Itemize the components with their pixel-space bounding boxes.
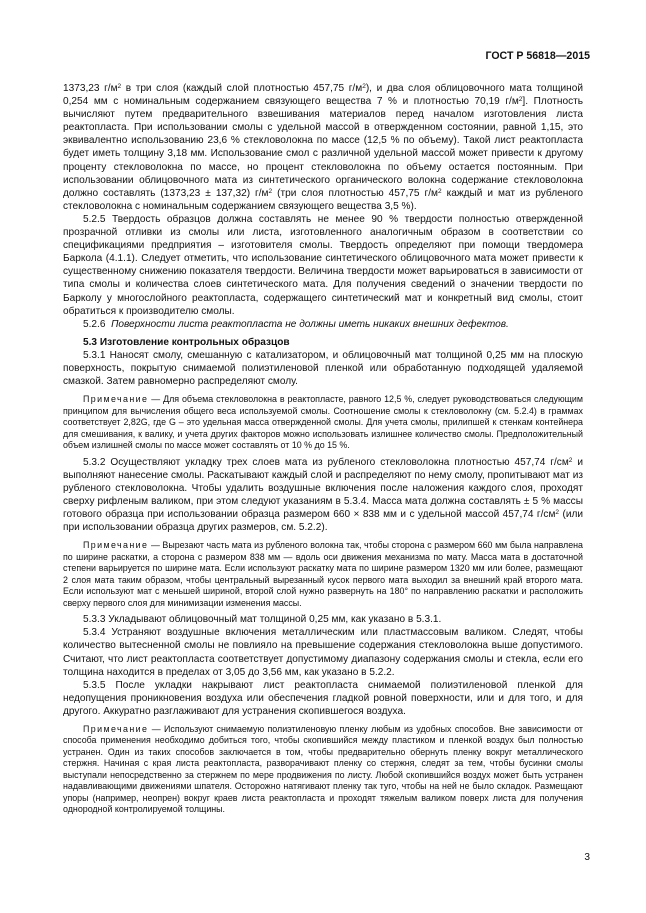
paragraph-5-3-3: 5.3.3 Укладывают облицовочный мат толщиной 0,25 мм, как указано в 5.3.1. bbox=[83, 614, 442, 626]
section-5-3-title: 5.3 Изготовление контрольных образцов bbox=[83, 336, 290, 348]
note-3: Примечание — Используют снимаемую полиэтиленовую пленку любым из удобных способов. Вне зависимости от способа применения необходимо добиться того, чтобы скопившийся между пластиком и пленкой воздух был полностью устранен. Один из таких способов заключается в том, чтобы предварительно обернуть пленку вокруг металлического стержня. Начиная с края листа реактопласта, разворачивают пленку со стержня, следят за тем, чтобы бусинки смолы выступали непосредственно за стержнем по мере продвижения по листу. Любой скопившийся воздух может быть устранен надавливающими движениями шпателя. Осторожно натягивают пленку так туго, чтобы на ней не было складок. Размещают упоры (например, неопрен) вокруг краев листа реактопласта и проходят тяжелым валиком поверх листа для получения однородной контролируемой толщины. bbox=[63, 723, 583, 815]
document-body bbox=[63, 82, 583, 820]
paragraph-5-2-6: 5.2.6 Поверхности листа реактопласта не должны иметь никаких внешних дефектов. bbox=[83, 318, 509, 330]
paragraph-5-2-5: 5.2.5 Твердость образцов должна составлять не менее 90 % твердости полностью отвержденной прозрачной отливки из смолы или листа, изготовленного аналогичным образом в соответствии со спецификациями предприятия – изготовителя смолы. Твердость определяют при помощи твердомера Баркола (4.1.1). Следует отметить, что использование синтетического облицовочного мата может привести к существенному снижению показателя твердости. Величина твердости может варьироваться в зависимости от типа смолы и количества слоев синтетического мата. Для получения сведений о значении твердости по Барколу у многослойного реактопласта, содержащего синтетический мат и конкретный вид смолы, стоит обратиться к производителю смолы. bbox=[63, 213, 583, 317]
standard-header: ГОСТ Р 56818—2015 bbox=[485, 50, 590, 62]
paragraph-5-3-5: 5.3.5 После укладки накрывают лист реактопласта снимаемой полиэтиленовой пленкой для недопущения проникновения воздуха или обеспечения гладкой ровной поверхности, или и для того, и для другого. Аккуратно разглаживают для устранения скопившегося воздуха. bbox=[63, 679, 583, 717]
paragraph-5-3-1: 5.3.1 Наносят смолу, смешанную с катализатором, и облицовочный мат толщиной 0,25 мм на плоскую поверхность, покрытую снимаемой полиэтиленовой пленкой или обработанную подходящей удаляемой смазкой. Затем равномерно распределяют смолу. bbox=[63, 349, 583, 388]
page-number: 3 bbox=[584, 852, 590, 863]
note-2: Примечание — Вырезают часть мата из рубленого волокна так, чтобы сторона с размером 660 мм была направлена по ширине раскатки, а сторона с размером 838 мм — вдоль оси движения механизма по мату. Масса мата в достаточной степени варьируется по ширине мата. Если используют раскатку мата по ширине размером 1320 мм или более, размещают 2 слоя мата таким образом, чтобы центральный вырезанный кусок первого мата выходил за внешний край второго мата. Если используют мат с меньшей шириной, второй слой нужно развернуть на 180° по направлению раскатки и расположить сверху первого слоя для минимизации изменения массы. bbox=[63, 540, 583, 608]
paragraph-5-3-2: 5.3.2 Осуществляют укладку трех слоев мата из рубленого стекловолокна плотностью 457,74 $г/см^2$ и выполняют нанесение смолы. Раскатывают каждый слой и распределяют по нему смолу, пропитывают мат из рубленого стекловолокна. Чтобы удалить воздушные включения после наложения каждого слоя, проходят сверху рифленым валиком, при этом следуют указаниям в 5.3.4. Масса мата должна составлять ± 5 % массы готового образца при использовании образца размером 660 × 838 мм и с удельной массой 457,74 $г/см^2$ (или при использовании образца других размеров, см. 5.2.2). bbox=[63, 456, 583, 534]
paragraph-density: 1373,23 $г/м^2$ в три слоя (каждый слой плотностью 457,75 $г/м^2$), и два слоя облицовочного мата толщиной 0,254 мм с номинальным содержанием связующего вещества 7 % и плотностью 70,19 $г/м^2$]. Плотность вычисляют путем предварительного взвешивания материалов перед началом изготовления листа реактопласта. При использовании смолы с удельной массой в отвержденном состоянии, равной 1,15, это эквивалентно использованию 23,6 % стекловолокна по массе (12,5 % по объему). Такой лист реактопласта будет иметь толщину 3,18 мм. Использование смол с различной удельной массой может привести к другому проценту стекловолокна по массе, но процент стекловолокна по объему остается постоянным. При использовании облицовочного мата из синтетического органического волокна содержание стекловолокна должно составлять (1373,23 ± 137,32) $г/м^2$ (три слоя плотностью 457,75 $г/м^2$ каждый и мат из рубленого стекловолокна с номинальным содержанием связующего вещества 3,5 %). bbox=[63, 83, 584, 212]
paragraph-5-3-4: 5.3.4 Устраняют воздушные включения металлическим или пластмассовым валиком. Следят, чтобы количество вытесненной смолы не повлияло на превышение содержания стекловолокна выше допустимого. Считают, что лист реактопласта соответствует допустимому диапазону содержания смолы и стекла, если его толщина находится в пределах от 3,05 до 3,56 мм, как указано в 5.2.2. bbox=[63, 627, 583, 678]
note-1: Примечание — Для объема стекловолокна в реактопласте, равного 12,5 %, следует руководствоваться следующим принципом для вычисления общего веса используемой смолы. Соотношение смолы к стекловолокну (см. 5.2.4) в граммах соответствует 2,82G, где G – это удельная масса отвержденной смолы. Для учета смолы, прилипшей к стенкам контейнера для смешивания, к валику, и учета других факторов можно использовать излишнее количество смолы. Предположительный объем излишней смолы по массе может составлять от 10 % до 15 %. bbox=[63, 394, 583, 451]
